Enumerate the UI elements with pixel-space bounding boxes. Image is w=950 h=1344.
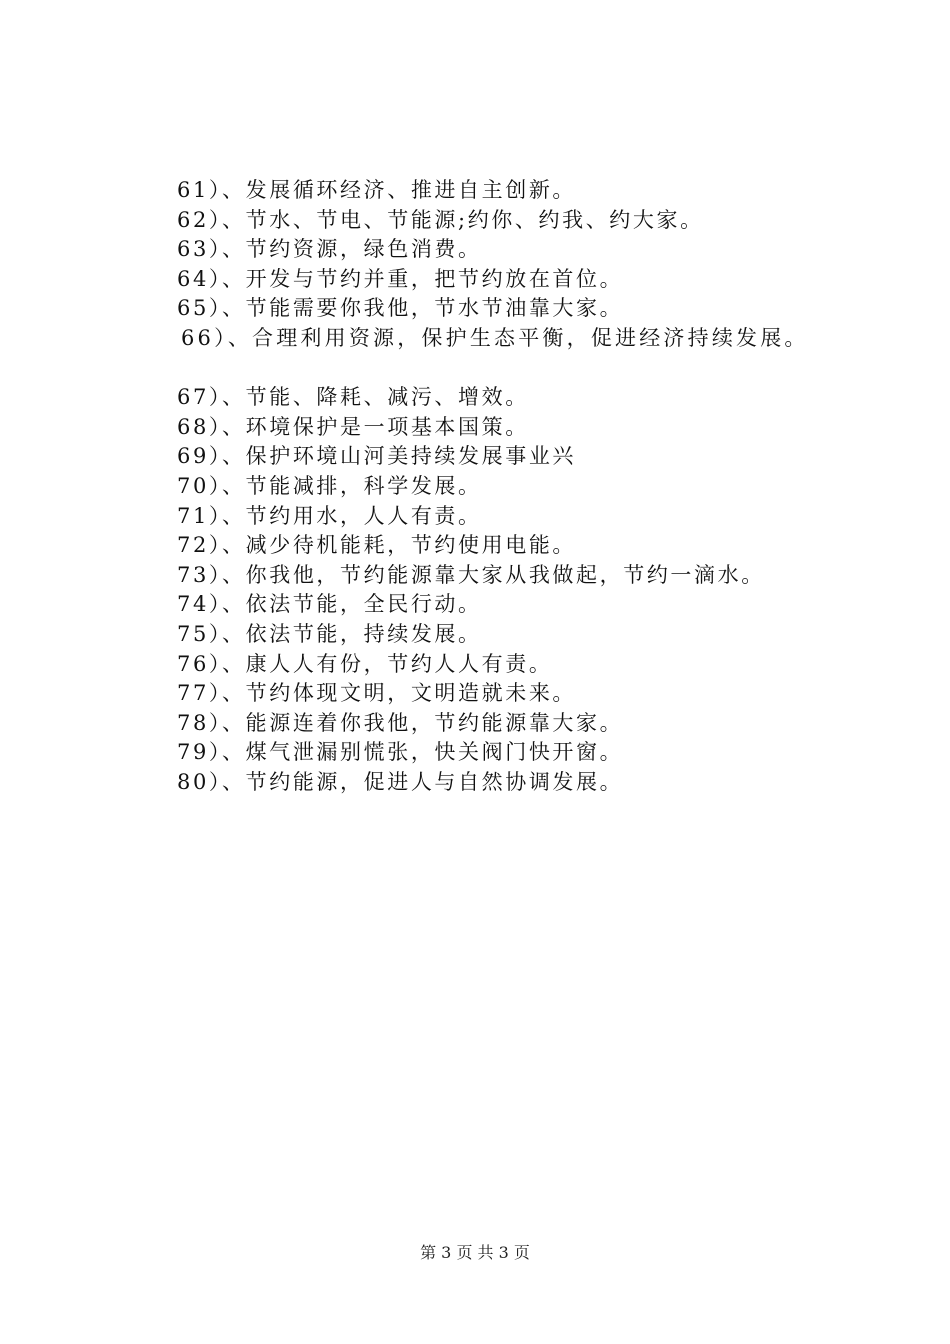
slogan-line-74: 74）、依法节能，全民行动。 <box>177 592 482 617</box>
slogan-line-69: 69）、保护环境山河美持续发展事业兴 <box>177 444 577 469</box>
slogan-line-78: 78）、能源连着你我他，节约能源靠大家。 <box>177 710 624 735</box>
slogan-line-77: 77）、节约体现文明，文明造就未来。 <box>177 681 577 706</box>
page-footer: 第 3 页 共 3 页 <box>420 1243 530 1262</box>
slogan-line-70: 70）、节能减排，科学发展。 <box>177 473 482 498</box>
slogan-line-75: 75）、依法节能，持续发展。 <box>177 621 482 646</box>
slogan-line-79: 79）、煤气泄漏别慌张，快关阀门快开窗。 <box>177 740 624 765</box>
slogan-line-66: 66）、合理利用资源，保护生态平衡，促进经济持续发展。 <box>181 325 809 350</box>
slogan-line-76: 76）、康人人有份，节约人人有责。 <box>177 651 553 676</box>
slogan-line-62: 62）、节水、节电、节能源;约你、约我、约大家。 <box>177 207 704 232</box>
slogan-line-71: 71）、节约用水，人人有责。 <box>177 503 482 528</box>
slogan-line-68: 68）、环境保护是一项基本国策。 <box>177 414 529 439</box>
slogan-line-63: 63）、节约资源，绿色消费。 <box>177 237 482 262</box>
slogan-line-64: 64）、开发与节约并重，把节约放在首位。 <box>177 266 624 291</box>
slogan-line-80: 80）、节约能源，促进人与自然协调发展。 <box>177 769 624 794</box>
slogan-line-61: 61）、发展循环经济、推进自主创新。 <box>177 178 577 202</box>
paragraph-gap <box>177 354 917 384</box>
slogan-line-65: 65）、节能需要你我他，节水节油靠大家。 <box>177 296 624 321</box>
slogan-line-73: 73）、你我他，节约能源靠大家从我做起，节约一滴水。 <box>177 562 765 587</box>
slogan-line-67: 67）、节能、降耗、减污、增效。 <box>177 385 529 410</box>
slogan-list <box>177 176 917 797</box>
slogan-line-72: 72）、减少待机能耗，节约使用电能。 <box>177 533 577 558</box>
